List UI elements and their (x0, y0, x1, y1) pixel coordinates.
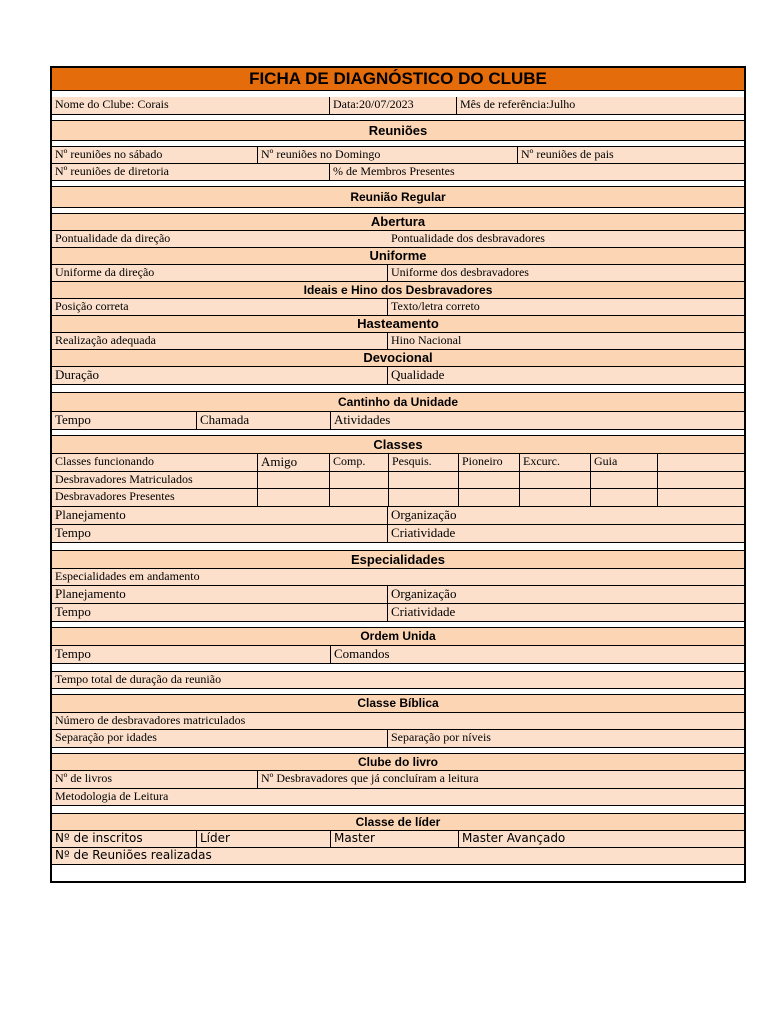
clube-livro-header: Clube do livro (52, 754, 744, 771)
especialidades-planejamento[interactable]: Planejamento (52, 586, 388, 604)
class-excurc: Excurc. (520, 454, 591, 472)
pontualidade-direcao[interactable]: Pontualidade da direção (52, 231, 388, 248)
classes-organizacao[interactable]: Organização (388, 507, 744, 525)
classe-lider-header: Classe de líder (52, 814, 744, 831)
master-field[interactable]: Master (331, 831, 459, 848)
texto-letra-correto[interactable]: Texto/letra correto (388, 299, 744, 316)
duracao-field[interactable]: Duração (52, 367, 388, 385)
cantinho-header-row (52, 393, 744, 412)
hino-nacional[interactable]: Hino Nacional (388, 333, 744, 350)
bottom-blank-row (52, 865, 744, 881)
pontualidade-desbravadores[interactable]: Pontualidade dos desbravadores (388, 231, 744, 248)
ordem-unida-tempo[interactable]: Tempo (52, 646, 331, 664)
posicao-correta[interactable]: Posição correta (52, 299, 388, 316)
reunioes-realizadas[interactable]: Nº de Reuniões realizadas (52, 848, 744, 865)
lider-field[interactable]: Líder (197, 831, 331, 848)
cantinho-chamada[interactable]: Chamada (197, 412, 331, 430)
cantinho-tempo[interactable]: Tempo (52, 412, 197, 430)
clube-livro-header-row (52, 754, 744, 771)
membros-presentes[interactable]: % de Membros Presentes (330, 164, 744, 181)
reunioes-header-row (52, 121, 744, 141)
reuniao-regular-header: Reunião Regular (52, 187, 744, 208)
matriculados-extra[interactable] (658, 472, 744, 489)
club-info-row (52, 97, 744, 115)
classe-biblica-matriculados-row (52, 713, 744, 730)
master-avancado-field[interactable]: Master Avançado (459, 831, 744, 848)
especialidades-andamento[interactable]: Especialidades em andamento (52, 569, 744, 586)
presentes-extra[interactable] (658, 489, 744, 507)
reunioes-row-1 (52, 147, 744, 164)
realizacao-adequada[interactable]: Realização adequada (52, 333, 388, 350)
title-row (52, 68, 744, 91)
cantinho-atividades[interactable]: Atividades (331, 412, 744, 430)
club-name[interactable]: Nome do Clube: Corais (52, 97, 330, 115)
class-guia: Guia (591, 454, 658, 472)
numero-inscritos[interactable]: Nº de inscritos (52, 831, 197, 848)
reunioes-sabado[interactable]: Nº reuniões no sábado (52, 147, 258, 164)
especialidades-tempo-row (52, 604, 744, 622)
classes-planejamento-row (52, 507, 744, 525)
devocional-header: Devocional (52, 350, 744, 367)
hasteamento-header-row (52, 316, 744, 333)
presentes-label: Desbravadores Presentes (52, 489, 258, 507)
especialidades-header: Especialidades (52, 551, 744, 569)
tempo-total-reuniao[interactable]: Tempo total de duração da reunião (52, 672, 744, 689)
reuniao-regular-row (52, 187, 744, 208)
especialidades-tempo[interactable]: Tempo (52, 604, 388, 622)
separacao-niveis[interactable]: Separação por níveis (388, 730, 744, 748)
spacer (52, 543, 744, 551)
uniforme-row (52, 265, 744, 282)
tempo-total-row (52, 672, 744, 689)
desbravadores-concluiram[interactable]: Nº Desbravadores que já concluíram a leitura (258, 771, 744, 789)
classes-criatividade[interactable]: Criatividade (388, 525, 744, 543)
classe-biblica-header-row (52, 695, 744, 713)
classe-lider-header-row (52, 814, 744, 831)
form-title: FICHA DE DIAGNÓSTICO DO CLUBE (52, 68, 744, 91)
reunioes-row-2 (52, 164, 744, 181)
devocional-row (52, 367, 744, 385)
spacer (52, 664, 744, 672)
classes-planejamento[interactable]: Planejamento (52, 507, 388, 525)
matriculados-excurc[interactable] (520, 472, 591, 489)
reunioes-realizadas-row (52, 848, 744, 865)
classes-header: Classes (52, 436, 744, 454)
classes-tempo-row (52, 525, 744, 543)
especialidades-header-row (52, 551, 744, 569)
classes-matriculados-row (52, 472, 744, 489)
especialidades-planejamento-row (52, 586, 744, 604)
spacer (52, 385, 744, 393)
presentes-pesquis[interactable] (389, 489, 459, 507)
abertura-header: Abertura (52, 214, 744, 231)
matriculados-guia[interactable] (591, 472, 658, 489)
especialidades-andamento-row (52, 569, 744, 586)
date-field[interactable]: Data:20/07/2023 (330, 97, 457, 115)
classes-names-row (52, 454, 744, 472)
class-comp: Comp. (330, 454, 389, 472)
ideais-header: Ideais e Hino dos Desbravadores (52, 282, 744, 299)
especialidades-criatividade[interactable]: Criatividade (388, 604, 744, 622)
ideais-row (52, 299, 744, 316)
class-extra-cell (658, 454, 744, 472)
presentes-comp[interactable] (330, 489, 389, 507)
numero-livros[interactable]: Nº de livros (52, 771, 258, 789)
ideais-header-row (52, 282, 744, 299)
presentes-pioneiro[interactable] (459, 489, 520, 507)
devocional-header-row (52, 350, 744, 367)
separacao-idades[interactable]: Separação por idades (52, 730, 388, 748)
classe-biblica-separacao-row (52, 730, 744, 748)
hasteamento-header: Hasteamento (52, 316, 744, 333)
matriculados-pioneiro[interactable] (459, 472, 520, 489)
matriculados-comp[interactable] (330, 472, 389, 489)
cantinho-header: Cantinho da Unidade (52, 393, 744, 412)
classes-header-row (52, 436, 744, 454)
clube-livro-row (52, 771, 744, 789)
uniforme-desbravadores[interactable]: Uniforme dos desbravadores (388, 265, 744, 282)
spacer (52, 806, 744, 814)
hasteamento-row (52, 333, 744, 350)
desbravadores-matriculados[interactable]: Número de desbravadores matriculados (52, 713, 744, 730)
class-pesquis: Pesquis. (389, 454, 459, 472)
reunioes-pais[interactable]: Nº reuniões de pais (518, 147, 744, 164)
uniforme-direcao[interactable]: Uniforme da direção (52, 265, 388, 282)
classes-funcionando: Classes funcionando (52, 454, 258, 472)
classe-lider-row (52, 831, 744, 848)
ordem-unida-header-row (52, 628, 744, 646)
metodologia-row (52, 789, 744, 806)
reunioes-diretoria[interactable]: Nº reuniões de diretoria (52, 164, 330, 181)
class-pioneiro: Pioneiro (459, 454, 520, 472)
ordem-unida-row (52, 646, 744, 664)
metodologia-leitura[interactable]: Metodologia de Leitura (52, 789, 744, 806)
reunioes-header: Reuniões (52, 121, 744, 141)
ordem-unida-header: Ordem Unida (52, 628, 744, 646)
uniforme-header-row (52, 248, 744, 265)
especialidades-organizacao[interactable]: Organização (388, 586, 744, 604)
presentes-excurc[interactable] (520, 489, 591, 507)
classes-presentes-row (52, 489, 744, 507)
classes-tempo[interactable]: Tempo (52, 525, 388, 543)
class-amigo: Amigo (258, 454, 330, 472)
abertura-row (52, 231, 744, 248)
matriculados-label: Desbravadores Matriculados (52, 472, 258, 489)
presentes-amigo[interactable] (258, 489, 330, 507)
abertura-header-row (52, 214, 744, 231)
ordem-unida-comandos[interactable]: Comandos (331, 646, 744, 664)
uniforme-header: Uniforme (52, 248, 744, 265)
matriculados-pesquis[interactable] (389, 472, 459, 489)
cantinho-row (52, 412, 744, 430)
classe-biblica-header: Classe Bíblica (52, 695, 744, 713)
reference-month[interactable]: Mês de referência:Julho (457, 97, 744, 115)
matriculados-amigo[interactable] (258, 472, 330, 489)
qualidade-field[interactable]: Qualidade (388, 367, 744, 385)
reunioes-domingo[interactable]: Nº reuniões no Domingo (258, 147, 518, 164)
presentes-guia[interactable] (591, 489, 658, 507)
diagnostic-form (50, 66, 746, 883)
blank-cell (52, 865, 744, 881)
